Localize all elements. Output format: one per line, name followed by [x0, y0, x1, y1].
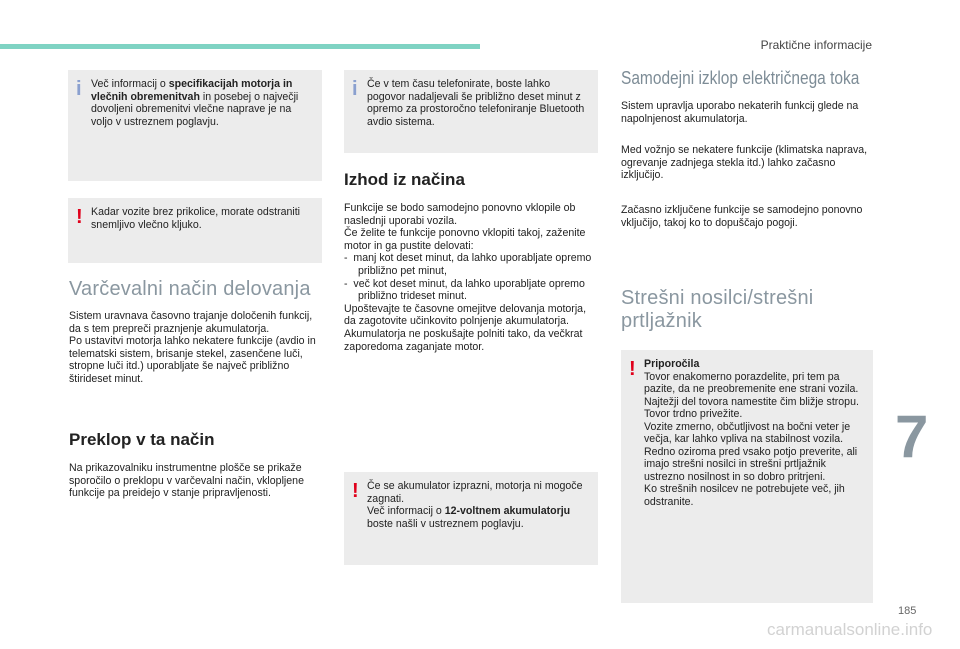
- exit-mode-text: [344, 202, 598, 353]
- warning-box-text: Kadar vozite brez prikolice, morate odstraniti snemljivo vlečno kljuko.: [91, 206, 301, 231]
- heading-exit-mode: Izhod iz načina: [344, 170, 465, 189]
- warning-box-text: [644, 358, 865, 508]
- warning-box-towbar: [68, 198, 322, 263]
- load-shedding-text-2: Med vožnjo se nekatere funkcije (klimatska naprava, ogrevanje zadnjega stekla itd.) lahko začasno izključijo.: [621, 144, 868, 182]
- info-box-text: Več informacij o specifikacijah motorja in vlečnih obremenitvah in posebej o največji dovoljeni obremenitvi vlečne naprave je na voljo v ustreznem poglavju.: [91, 78, 299, 128]
- chapter-number: 7: [895, 403, 929, 470]
- warning-box-text: Če se akumulator izprazni, motorja ni mogoče zagnati. Več informacij o 12-voltnem akumulatorju boste našli v ustreznem poglavju.: [367, 480, 583, 530]
- warning-icon: !: [629, 358, 636, 380]
- heading-eco-mode: Varčevalni način delovanja: [69, 278, 311, 300]
- info-icon: i: [76, 78, 82, 100]
- heading-switch-mode: Preklop v ta način: [69, 430, 215, 449]
- eco-mode-text: Sistem uravnava časovno trajanje določenih funkcij, da s tem prepreči praznjenje akumulatorja. Po ustavitvi motorja lahko nekatere funkcije (avdio in telematski sistem, brisanje stekel, zasenčene luči, stropne luči itd.) uporabljate še največ približno štirideset minut.: [69, 310, 316, 385]
- heading-roof-bars-line-1: Strešni nosilci/strešni: [621, 287, 814, 309]
- heading-roof-bars-line-2: prtljažnik: [621, 310, 702, 332]
- exit-intro: Funkcije se bodo samodejno ponovno vklopile ob naslednji uporabi vozila. Če želite te funkcije ponovno vklopiti takoj, zaženite motor in ga pustite delovati:: [344, 202, 586, 252]
- load-shedding-text-3: Začasno izključene funkcije se samodejno ponovno vključijo, takoj ko to dopuščajo pogoji.: [621, 204, 863, 229]
- load-shedding-text-1: Sistem upravlja uporabo nekaterih funkcij glede na napolnjenost akumulatorja.: [621, 100, 859, 125]
- header-accent-bar: [0, 44, 480, 49]
- info-box-phone-call: [344, 70, 598, 153]
- warning-box-body: Tovor enakomerno porazdelite, pri tem pa pazite, da ne preobremenite ene strani vozila. Najtežji del tovora namestite čim bližje stropu. Tovor trdno privežite. Vozite zmerno, občutljivost na bočni veter je večja, kar lahko vpliva na stabilnost vozila. Redno oziroma pred vsako potjo preverite, ali imajo strešni nosilci in strešni prtljažnik ustrezno nosilnost in so dobro pritrjeni. Ko strešnih nosilcev ne potrebujete več, jih odstranite.: [644, 370, 859, 508]
- switch-mode-text: Na prikazovalniku instrumentne plošče se prikaže sporočilo o preklopu v varčevalni način, vklopljene funkcije pa preidejo v stanje pripravljenosti.: [69, 462, 304, 500]
- watermark: carmanualsonline.info: [767, 620, 933, 639]
- page-number: 185: [898, 605, 917, 617]
- info-box-engine-specs: [68, 70, 322, 181]
- exit-list-item: - več kot deset minut, da lahko uporabljate opremo približno trideset minut.: [344, 277, 585, 303]
- heading-load-shedding: Samodejni izklop električnega toka: [621, 68, 860, 88]
- info-icon: i: [352, 78, 358, 100]
- warning-icon: !: [352, 480, 359, 502]
- warning-icon: !: [76, 206, 83, 228]
- section-title: Praktične informacije: [760, 38, 872, 52]
- info-box-text: Če v tem času telefonirate, boste lahko pogovor nadaljevali še približno deset minut z opremo za prostoročno telefoniranje Bluetooth avdio sistema.: [367, 78, 585, 128]
- warning-box-battery: [344, 472, 598, 565]
- heading-roof-bars: [621, 287, 813, 333]
- exit-outro: Upoštevajte te časovne omejitve delovanja motorja, da zagotovite učinkovito polnjenje akumulatorja. Akumulatorja ne poskušajte polniti tako, da večkrat zaporedoma zaganjate motor.: [344, 302, 587, 353]
- warning-box-roof-recommendations: [621, 350, 873, 603]
- exit-list-item: - manj kot deset minut, da lahko uporabljate opremo približno pet minut,: [344, 252, 592, 277]
- warning-box-title: Priporočila: [644, 358, 700, 370]
